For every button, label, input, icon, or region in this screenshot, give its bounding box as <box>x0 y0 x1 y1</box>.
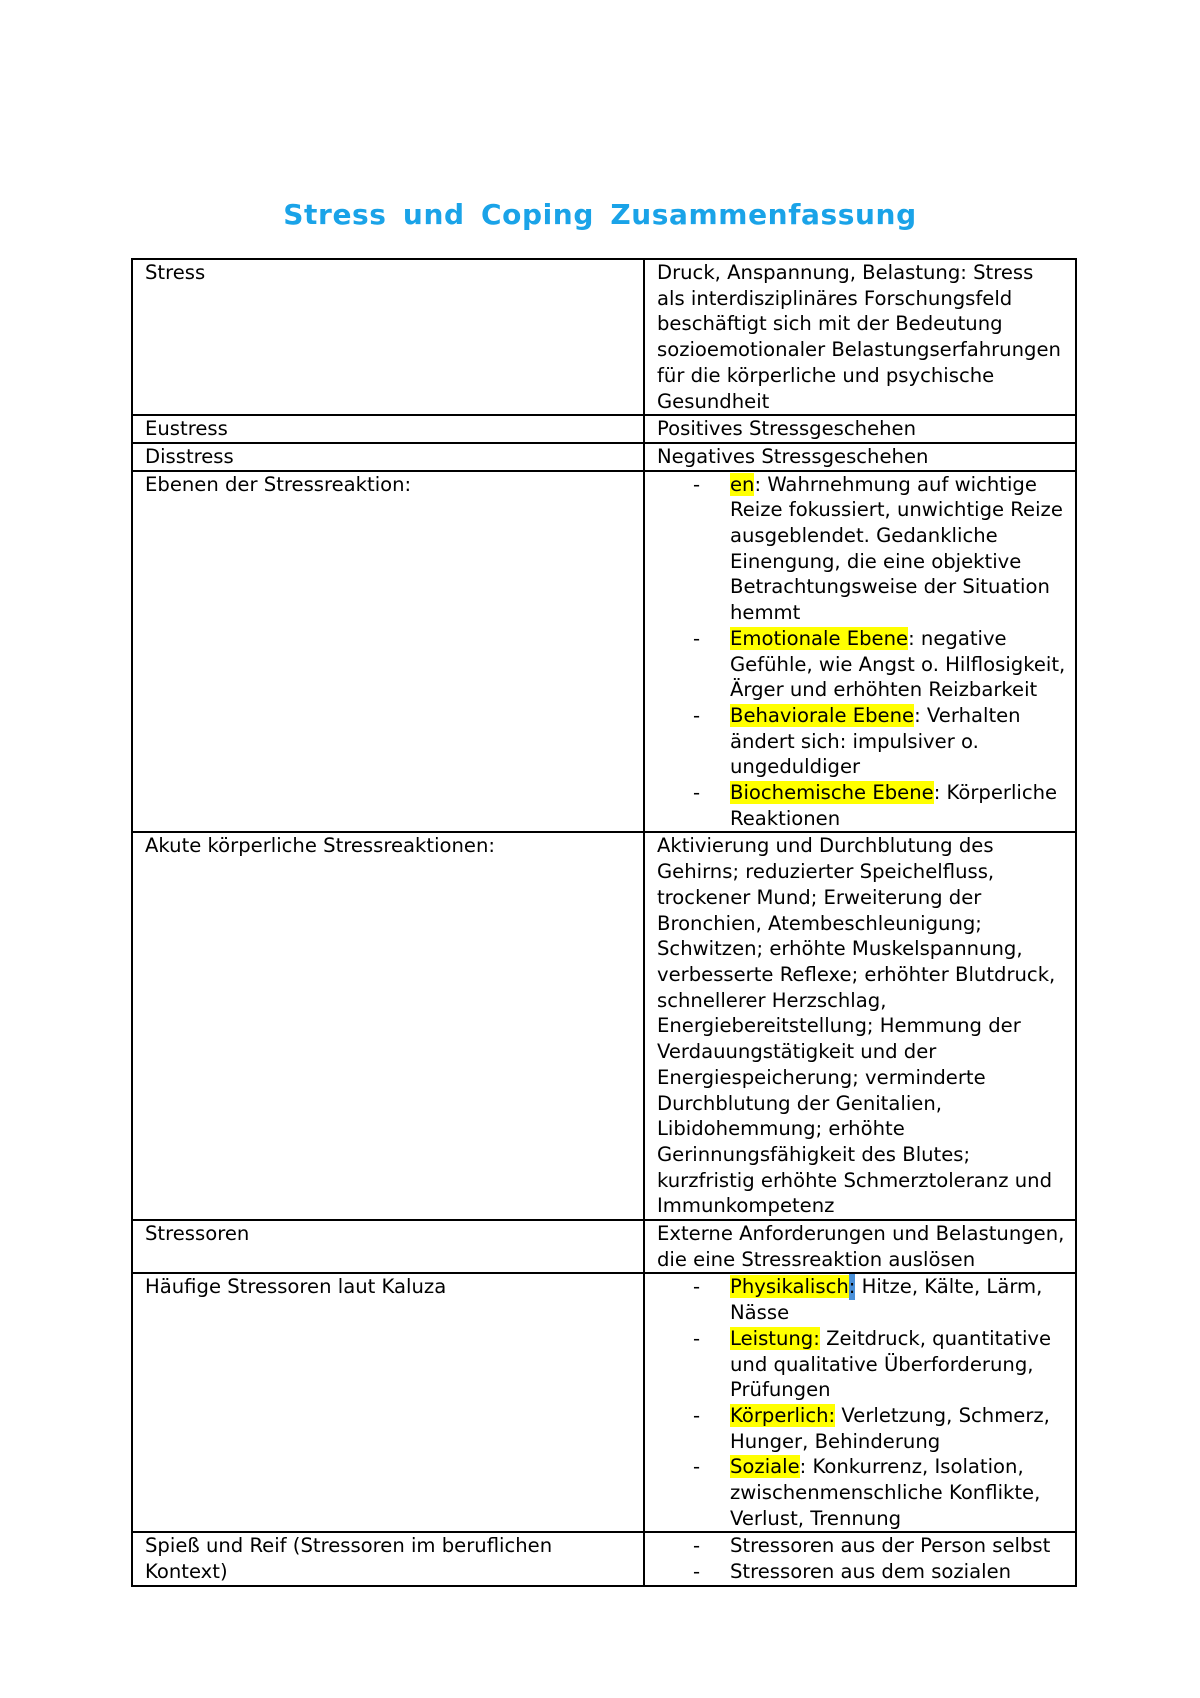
term-cell: Akute körperliche Stressreaktionen: <box>132 832 644 1220</box>
bullet-list <box>657 1274 1067 1531</box>
term-cell: Stressoren <box>132 1220 644 1273</box>
term-cell: Disstress <box>132 443 644 471</box>
description-cell <box>644 1532 1076 1585</box>
term-cell: Eustress <box>132 415 644 443</box>
highlighted-term: en <box>730 472 755 496</box>
dash-bullet: - <box>693 1403 701 1427</box>
item-text: : Wahrnehmung auf wichtige Reize fokussiert, unwichtige Reize ausgeblendet. Gedankliche Einengung, die eine objektive Betrachtungsweise der Situation hemmt <box>730 472 1063 625</box>
table-row <box>132 832 1076 1220</box>
list-item <box>657 1274 1067 1325</box>
list-item <box>657 1403 1067 1454</box>
term-cell: Häufige Stressoren laut Kaluza <box>132 1273 644 1532</box>
item-text: : negative Gefühle, wie Angst o. Hilflosigkeit, Ärger und erhöhten Reizbarkeit <box>730 626 1066 702</box>
description-cell: Aktivierung und Durchblutung des Gehirns; reduzierter Speichelfluss, trockener Mund; Erweiterung der Bronchien, Atembeschleunigung; Schwitzen; erhöhte Muskelspannung, verbesserte Reflexe; erhöhter Blutdruck, schnellerer Herzschlag, Energiebereitstellung; Hemmung der Verdauungstätigkeit und der Energiespeicherung; verminderte Durchblutung der Genitalien, Libidohemmung; erhöhte Gerinnungsfähigkeit des Blutes; kurzfristig erhöhte Schmerztoleranz und Immunkompetenz <box>644 832 1076 1220</box>
dash-bullet: - <box>693 781 701 805</box>
list-item <box>657 703 1067 780</box>
highlighted-term: Körperlich: <box>730 1403 836 1427</box>
description-cell <box>644 1273 1076 1532</box>
list-item <box>657 1533 1067 1559</box>
list-item <box>657 1559 1067 1585</box>
list-item <box>657 472 1067 626</box>
highlighted-term: Physikalisch <box>730 1275 849 1299</box>
term-cell: Stress <box>132 259 644 415</box>
page-title: Stress und Coping Zusammenfassung <box>283 198 917 231</box>
description-cell: Druck, Anspannung, Belastung: Stress als interdisziplinäres Forschungsfeld beschäftigt sich mit der Bedeutung sozioemotionaler Belastungserfahrungen für die körperliche und psychische Gesundheit <box>644 259 1076 415</box>
item-text: : Verhalten ändert sich: impulsiver o. ungeduldiger <box>730 703 1021 779</box>
item-text: Stressoren aus der Person selbst <box>730 1534 1051 1558</box>
dash-bullet: - <box>693 1560 701 1584</box>
table-row <box>132 1532 1076 1585</box>
dash-bullet: - <box>693 1326 701 1350</box>
text-cursor: : <box>848 1275 856 1299</box>
item-text: Verletzung, Schmerz, Hunger, Behinderung <box>730 1403 1050 1453</box>
description-cell: Negatives Stressgeschehen <box>644 443 1076 471</box>
item-text: Stressoren aus dem sozialen <box>730 1560 1012 1584</box>
highlighted-term: Leistung: <box>730 1326 820 1350</box>
dash-bullet: - <box>693 1534 701 1558</box>
term-cell: Ebenen der Stressreaktion: <box>132 471 644 833</box>
dash-bullet: - <box>693 626 701 650</box>
description-cell <box>644 471 1076 833</box>
description-cell: Positives Stressgeschehen <box>644 415 1076 443</box>
dash-bullet: - <box>693 703 701 727</box>
highlighted-term: Biochemische Ebene <box>730 781 934 805</box>
dash-bullet: - <box>693 1275 701 1299</box>
item-text: : Konkurrenz, Isolation, zwischenmenschliche Konflikte, Verlust, Trennung <box>730 1455 1041 1530</box>
dash-bullet: - <box>693 472 701 496</box>
term-cell: Spieß und Reif (Stressoren im beruflichen Kontext) <box>132 1532 644 1585</box>
item-text: Zeitdruck, quantitative und qualitative Überforderung, Prüfungen <box>730 1326 1052 1402</box>
highlighted-term: Emotionale Ebene <box>730 626 909 650</box>
table-row <box>132 471 1076 833</box>
list-item <box>657 626 1067 703</box>
item-text: Hitze, Kälte, Lärm, Nässe <box>730 1275 1043 1325</box>
item-text: : Körperliche Reaktionen <box>730 781 1058 830</box>
list-item <box>657 780 1067 831</box>
table-row <box>132 415 1076 443</box>
list-item <box>657 1454 1067 1531</box>
table-row <box>132 1220 1076 1273</box>
table-row <box>132 443 1076 471</box>
table-row <box>132 1273 1076 1532</box>
highlighted-term: Soziale <box>730 1455 800 1479</box>
dash-bullet: - <box>693 1455 701 1479</box>
highlighted-term: Behaviorale Ebene <box>730 703 915 727</box>
bullet-list <box>657 472 1067 832</box>
bullet-list <box>657 1533 1067 1584</box>
summary-table <box>131 258 1077 1587</box>
table-row <box>132 259 1076 415</box>
list-item <box>657 1326 1067 1403</box>
description-cell: Externe Anforderungen und Belastungen, die eine Stressreaktion auslösen <box>644 1220 1076 1273</box>
